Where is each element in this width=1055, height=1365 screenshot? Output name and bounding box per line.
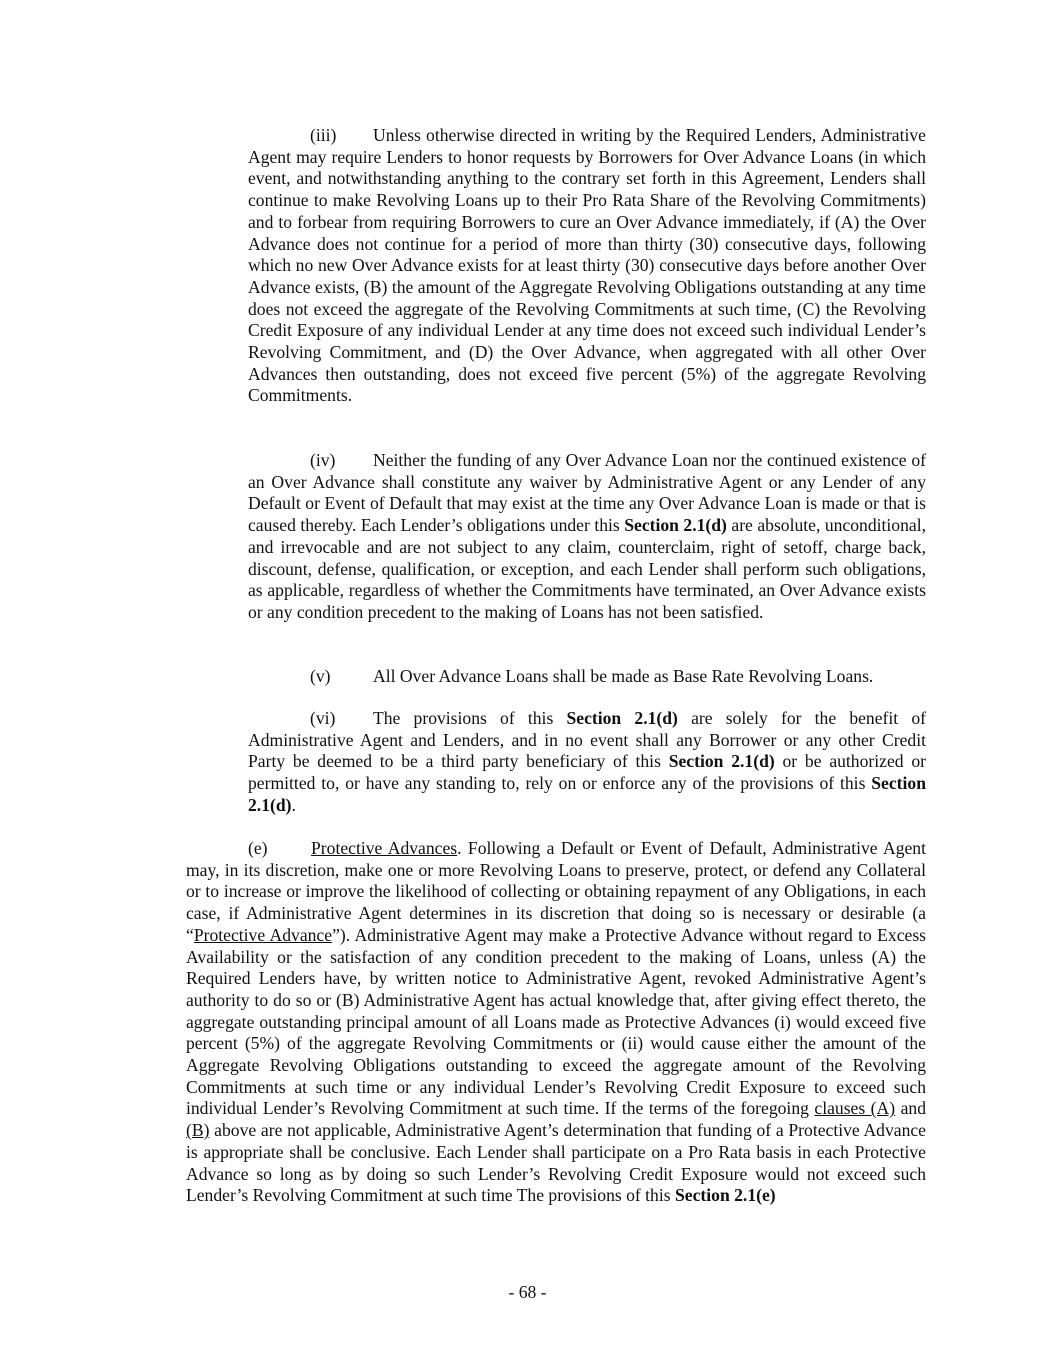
text-run: are absolute, unconditional, and irrevocable and are not subject to any claim, counterclaim, right of setoff, charge back, discount, defense, qualification, or exception, and each Lender shall perform such obligations, as applicable, regardless of whether the Commitments have terminated, an Over Advance exists or any condition precedent to the making of Loans has not been satisfied. — [248, 515, 926, 622]
bold-reference: Section 2.1(d) — [566, 708, 678, 728]
text-run: Unless otherwise directed in writing by the Required Lenders, Administrative Agent may require Lenders to honor requests by Borrowers for Over Advance Loans (in which event, and notwithstanding anything to the contrary set forth in this Agreement, Lenders shall continue to make Revolving Loans up to their Pro Rata Share of the Revolving Commitments) and to forbear from requiring Borrowers to cure an Over Advance immediately, if (A) the Over Advance does not continue for a period of more than thirty (30) consecutive days, following which no new Over Advance exists for at least thirty (30) consecutive days before another Over Advance exists, (B) the amount of the Aggregate Revolving Obligations outstanding at any time does not exceed the aggregate of the Revolving Commitments at such time, (C) the Revolving Credit Exposure of any individual Lender at any time does not exceed such individual Lender’s Revolving Commitment, and (D) the Over Advance, when aggregated with all other Over Advances then outstanding, does not exceed five percent (5%) of the aggregate Revolving Commitments. — [248, 125, 926, 406]
paragraph-label: (e) — [248, 838, 268, 858]
bold-reference: Section 2.1(e) — [675, 1185, 776, 1206]
paragraph-label: (vi) — [310, 708, 336, 728]
text-run: are solely for the benefit of Administrative Agent and Lenders, and in no event shall any Borrower or any other Credit Party be deemed to be a third party beneficiary of this — [248, 708, 927, 772]
paragraph-iii — [248, 125, 926, 407]
paragraph-vi — [248, 708, 926, 817]
text-run: The provisions of this — [373, 708, 567, 728]
paragraph-e-protective-advances — [186, 838, 926, 1207]
text-run: above are not applicable, Administrative Agent’s determination that funding of a Protective Advance is appropriate shall be conclusive. Each Lender shall participate on a Pro Rata basis in each Protective Advance so long as by doing so such Lender’s Revolving Credit Exposure would not exceed such Lender’s Revolving Commitment at such time The provisions of this — [186, 1120, 926, 1206]
text-run: . Following a Default or Event of Default, Administrative Agent may, in its discretion, make one or more Revolving Loans to preserve, protect, or defend any Collateral or to increase or improve the likelihood of collecting or obtaining repayment of any Obligations, in each case, if Administrative Agent determines in its discretion that doing so is necessary or desirable (a “ — [186, 838, 926, 945]
paragraph-label: (v) — [310, 666, 331, 686]
text-run: ”). Administrative Agent may make a Protective Advance without regard to Excess Availability or the satisfaction of any condition precedent to the making of Loans, unless (A) the Required Lenders have, by written notice to Administrative Agent, revoked Administrative Agent’s authority to do so or (B) Administrative Agent has actual knowledge that, after giving effect thereto, the aggregate outstanding principal amount of all Loans made as Protective Advances (i) would exceed five percent (5%) of the aggregate Revolving Commitments or (ii) would cause either the amount of the Aggregate Revolving Obligations outstanding to exceed the aggregate amount of the Revolving Commitments at such time or any individual Lender’s Revolving Credit Exposure to exceed such individual Lender’s Revolving Commitment at such time. If the terms of the foregoing — [186, 924, 927, 1119]
underlined-term: Protective Advances — [311, 838, 458, 858]
paragraph-iv — [248, 450, 926, 624]
text-run: . — [291, 794, 296, 815]
bold-reference: Section 2.1(d) — [624, 515, 727, 536]
paragraph-body — [248, 125, 926, 405]
text-run: Neither the funding of any Over Advance Loan nor the continued existence of an Over Advance shall constitute any waiver by Administrative Agent or any Lender of any Default or Event of Default that may exist at the time any Over Advance Loan is made or that is caused thereby. Each Lender’s obligations under this — [248, 450, 926, 536]
underlined-term: Protective Advance — [193, 924, 333, 945]
paragraph-body — [248, 450, 926, 622]
text-run: and — [895, 1098, 926, 1119]
underlined-term: (B) — [186, 1120, 210, 1141]
paragraph-body — [373, 666, 873, 686]
paragraph-label: (iii) — [310, 125, 337, 145]
bold-reference: Section 2.1(d) — [668, 751, 775, 772]
page-number: - 68 - — [508, 1282, 547, 1302]
text-run: All Over Advance Loans shall be made as Base Rate Revolving Loans. — [373, 666, 874, 686]
paragraph-label: (iv) — [310, 450, 336, 470]
underlined-term: clauses (A) — [814, 1098, 896, 1119]
bold-reference: Section 2.1(d) — [248, 773, 926, 815]
text-run: or be authorized or permitted to, or have any standing to, rely on or enforce any of the provisions of this — [248, 751, 927, 794]
paragraph-v — [248, 666, 926, 688]
paragraph-body — [186, 838, 926, 1205]
